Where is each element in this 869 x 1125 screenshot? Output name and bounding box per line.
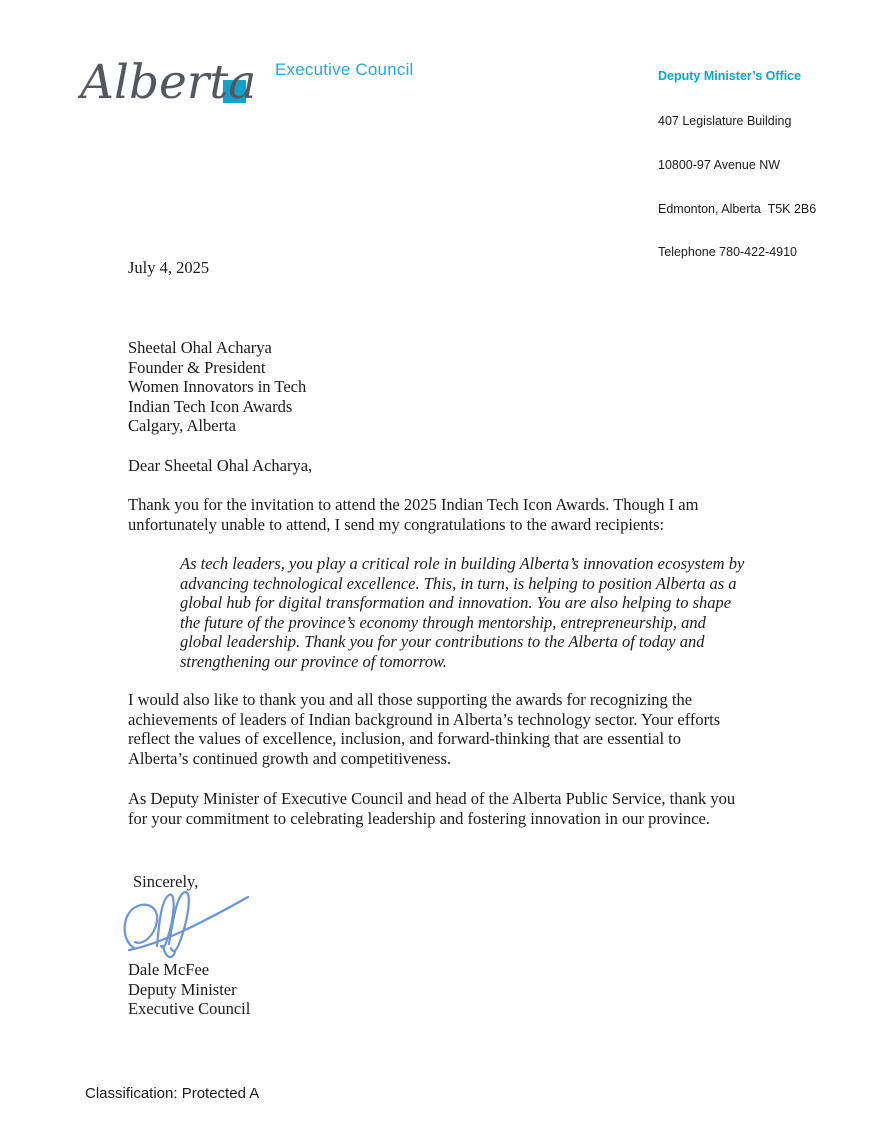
- signature-stroke: [125, 905, 158, 948]
- office-title: Deputy Minister’s Office: [658, 69, 802, 84]
- office-contact-block: [658, 40, 858, 289]
- signature-stroke: [169, 892, 189, 951]
- office-address-line: 407 Legislature Building: [658, 113, 792, 128]
- department-name: Executive Council: [275, 60, 414, 79]
- signer-name: Dale McFee: [128, 960, 210, 979]
- recipient-event: Indian Tech Icon Awards: [128, 396, 293, 416]
- closing: Sincerely,: [133, 872, 199, 891]
- signature-ink-icon: [118, 888, 252, 966]
- recipient-title: Founder & President: [128, 357, 266, 377]
- recipient-city: Calgary, Alberta: [128, 416, 236, 436]
- office-address-line: 10800-97 Avenue NW: [658, 157, 781, 172]
- block-quote: As tech leaders, you play a critical role in building Alberta’s innovation ecosystem by advancing technological excellence. This, in turn, is helping to position Alberta as a global hub for digital transformation and innovation. You are also helping to shape the future of the province’s economy through mentorship, entrepreneurship, and global leadership. Thank you for your contributions to the Alberta of today and strengthening our province of tomorrow.: [180, 554, 745, 671]
- signature: [118, 888, 252, 971]
- signer-title: Deputy Minister: [128, 979, 237, 999]
- office-phone-line: Telephone 780-422-4910: [658, 245, 798, 260]
- alberta-wordmark-icon: [78, 42, 254, 114]
- paragraph-3: As Deputy Minister of Executive Council and head of the Alberta Public Service, thank you for your commitment to celebrating leadership and fostering innovation in our province.: [128, 789, 736, 828]
- recipient-block: [128, 338, 306, 436]
- paragraph-2: I would also like to thank you and all those supporting the awards for recognizing the achievements of leaders of Indian background in Alberta’s technology sector. Your efforts reflect the values of excellence, inclusion, and forward-thinking that are essential to Alberta’s continued growth and competitiveness.: [128, 690, 721, 768]
- salutation: Dear Sheetal Ohal Acharya,: [128, 456, 313, 475]
- paragraph-1: Thank you for the invitation to attend the 2025 Indian Tech Icon Awards. Though I am unfortunately unable to attend, I send my congratulations to the award recipients:: [128, 495, 699, 534]
- logo-text: Alberta: [80, 55, 254, 110]
- signer-org: Executive Council: [128, 999, 251, 1019]
- recipient-org: Women Innovators in Tech: [128, 377, 307, 397]
- office-address-line: Edmonton, Alberta T5K 2B6: [658, 201, 817, 216]
- signer-block: [128, 960, 250, 1019]
- recipient-name: Sheetal Ohal Acharya: [128, 338, 272, 357]
- letter-date: July 4, 2025: [128, 258, 210, 277]
- alberta-logo: [78, 42, 254, 119]
- classification-label: Classification: Protected A: [85, 1085, 260, 1102]
